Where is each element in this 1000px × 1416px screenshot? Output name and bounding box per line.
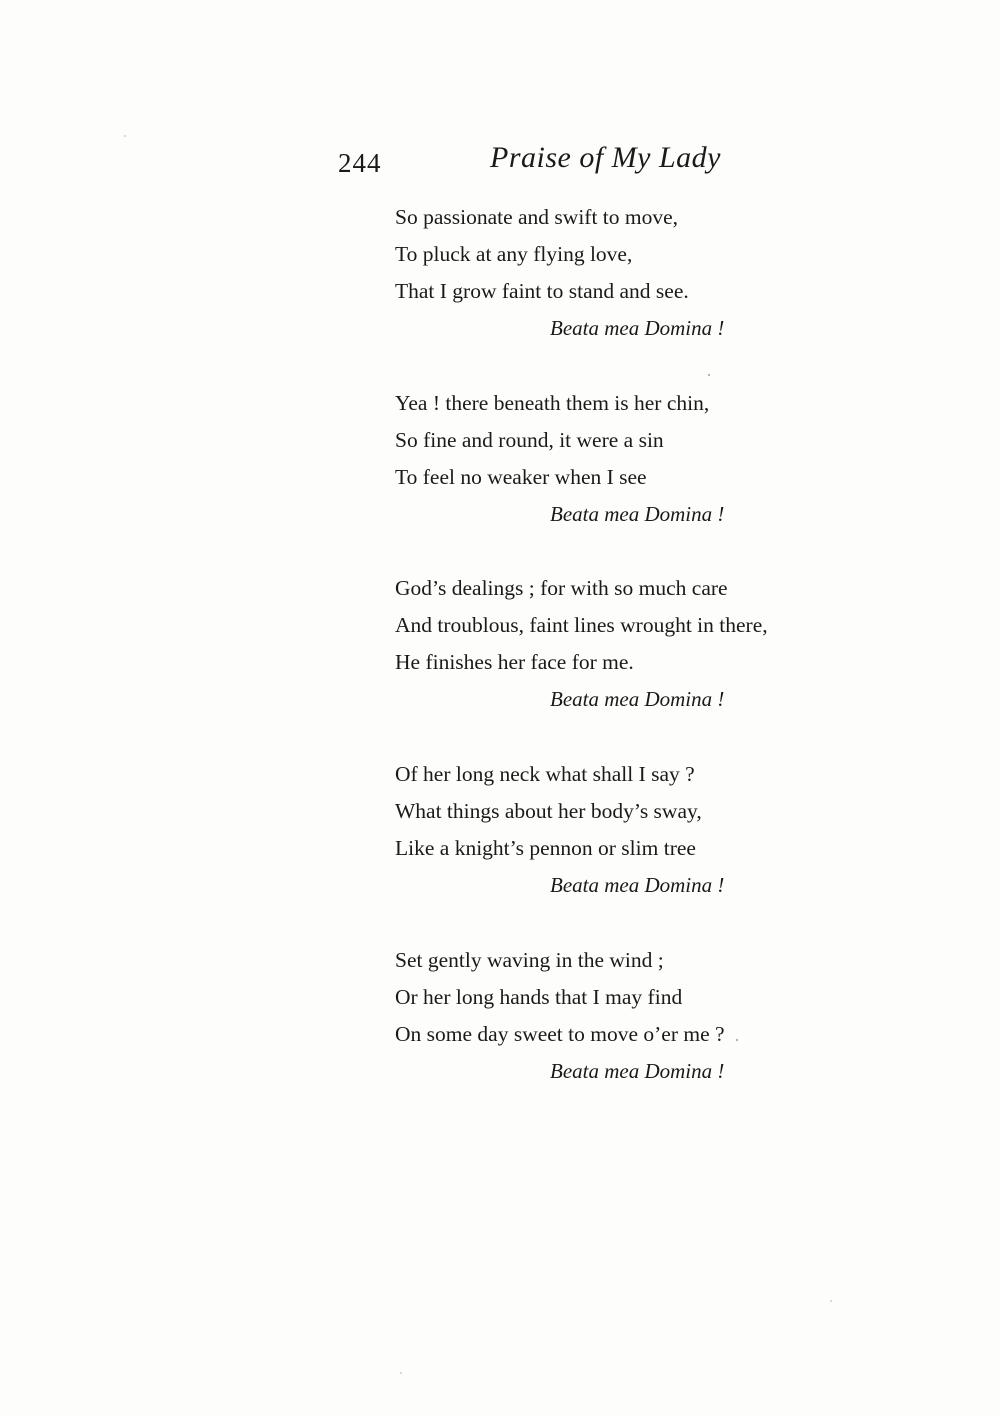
poem-line: What things about her body’s sway, — [395, 799, 702, 823]
poem-line: To feel no weaker when I see — [395, 465, 647, 489]
scan-speck — [830, 1300, 832, 1302]
poem-line: So fine and round, it were a sin — [395, 428, 664, 452]
refrain: Beata mea Domina ! — [550, 687, 725, 711]
poem-line: Set gently waving in the wind ; — [395, 948, 664, 972]
stanza — [395, 385, 865, 533]
scan-speck — [400, 1372, 402, 1374]
poem-line: To pluck at any flying love, — [395, 242, 633, 266]
scan-speck — [124, 135, 126, 137]
poem-line: And troublous, faint lines wrought in there, — [395, 613, 768, 637]
scan-speck — [708, 374, 710, 376]
refrain: Beata mea Domina ! — [550, 316, 725, 340]
poem-line: So passionate and swift to move, — [395, 205, 679, 229]
poem-line: Or her long hands that I may find — [395, 985, 683, 1009]
refrain: Beata mea Domina ! — [550, 1059, 725, 1083]
page-number: 244 — [338, 148, 382, 178]
poem-line: That I grow faint to stand and see. — [395, 279, 689, 303]
poem-line: Like a knight’s pennon or slim tree — [395, 836, 696, 860]
refrain: Beata mea Domina ! — [550, 873, 725, 897]
stanza — [395, 756, 865, 904]
poem-line: On some day sweet to move o’er me ? — [395, 1022, 725, 1046]
poem-line: God’s dealings ; for with so much care — [395, 576, 728, 600]
stanza — [395, 199, 865, 347]
poem-line: Of her long neck what shall I say ? — [395, 762, 695, 786]
poem-line: He finishes her face for me. — [395, 650, 634, 674]
scan-speck — [736, 1039, 738, 1041]
stanza — [395, 942, 865, 1090]
refrain: Beata mea Domina ! — [550, 502, 725, 526]
poem-line: Yea ! there beneath them is her chin, — [395, 391, 710, 415]
running-title: Praise of My Lady — [490, 141, 721, 174]
stanza — [395, 570, 865, 718]
